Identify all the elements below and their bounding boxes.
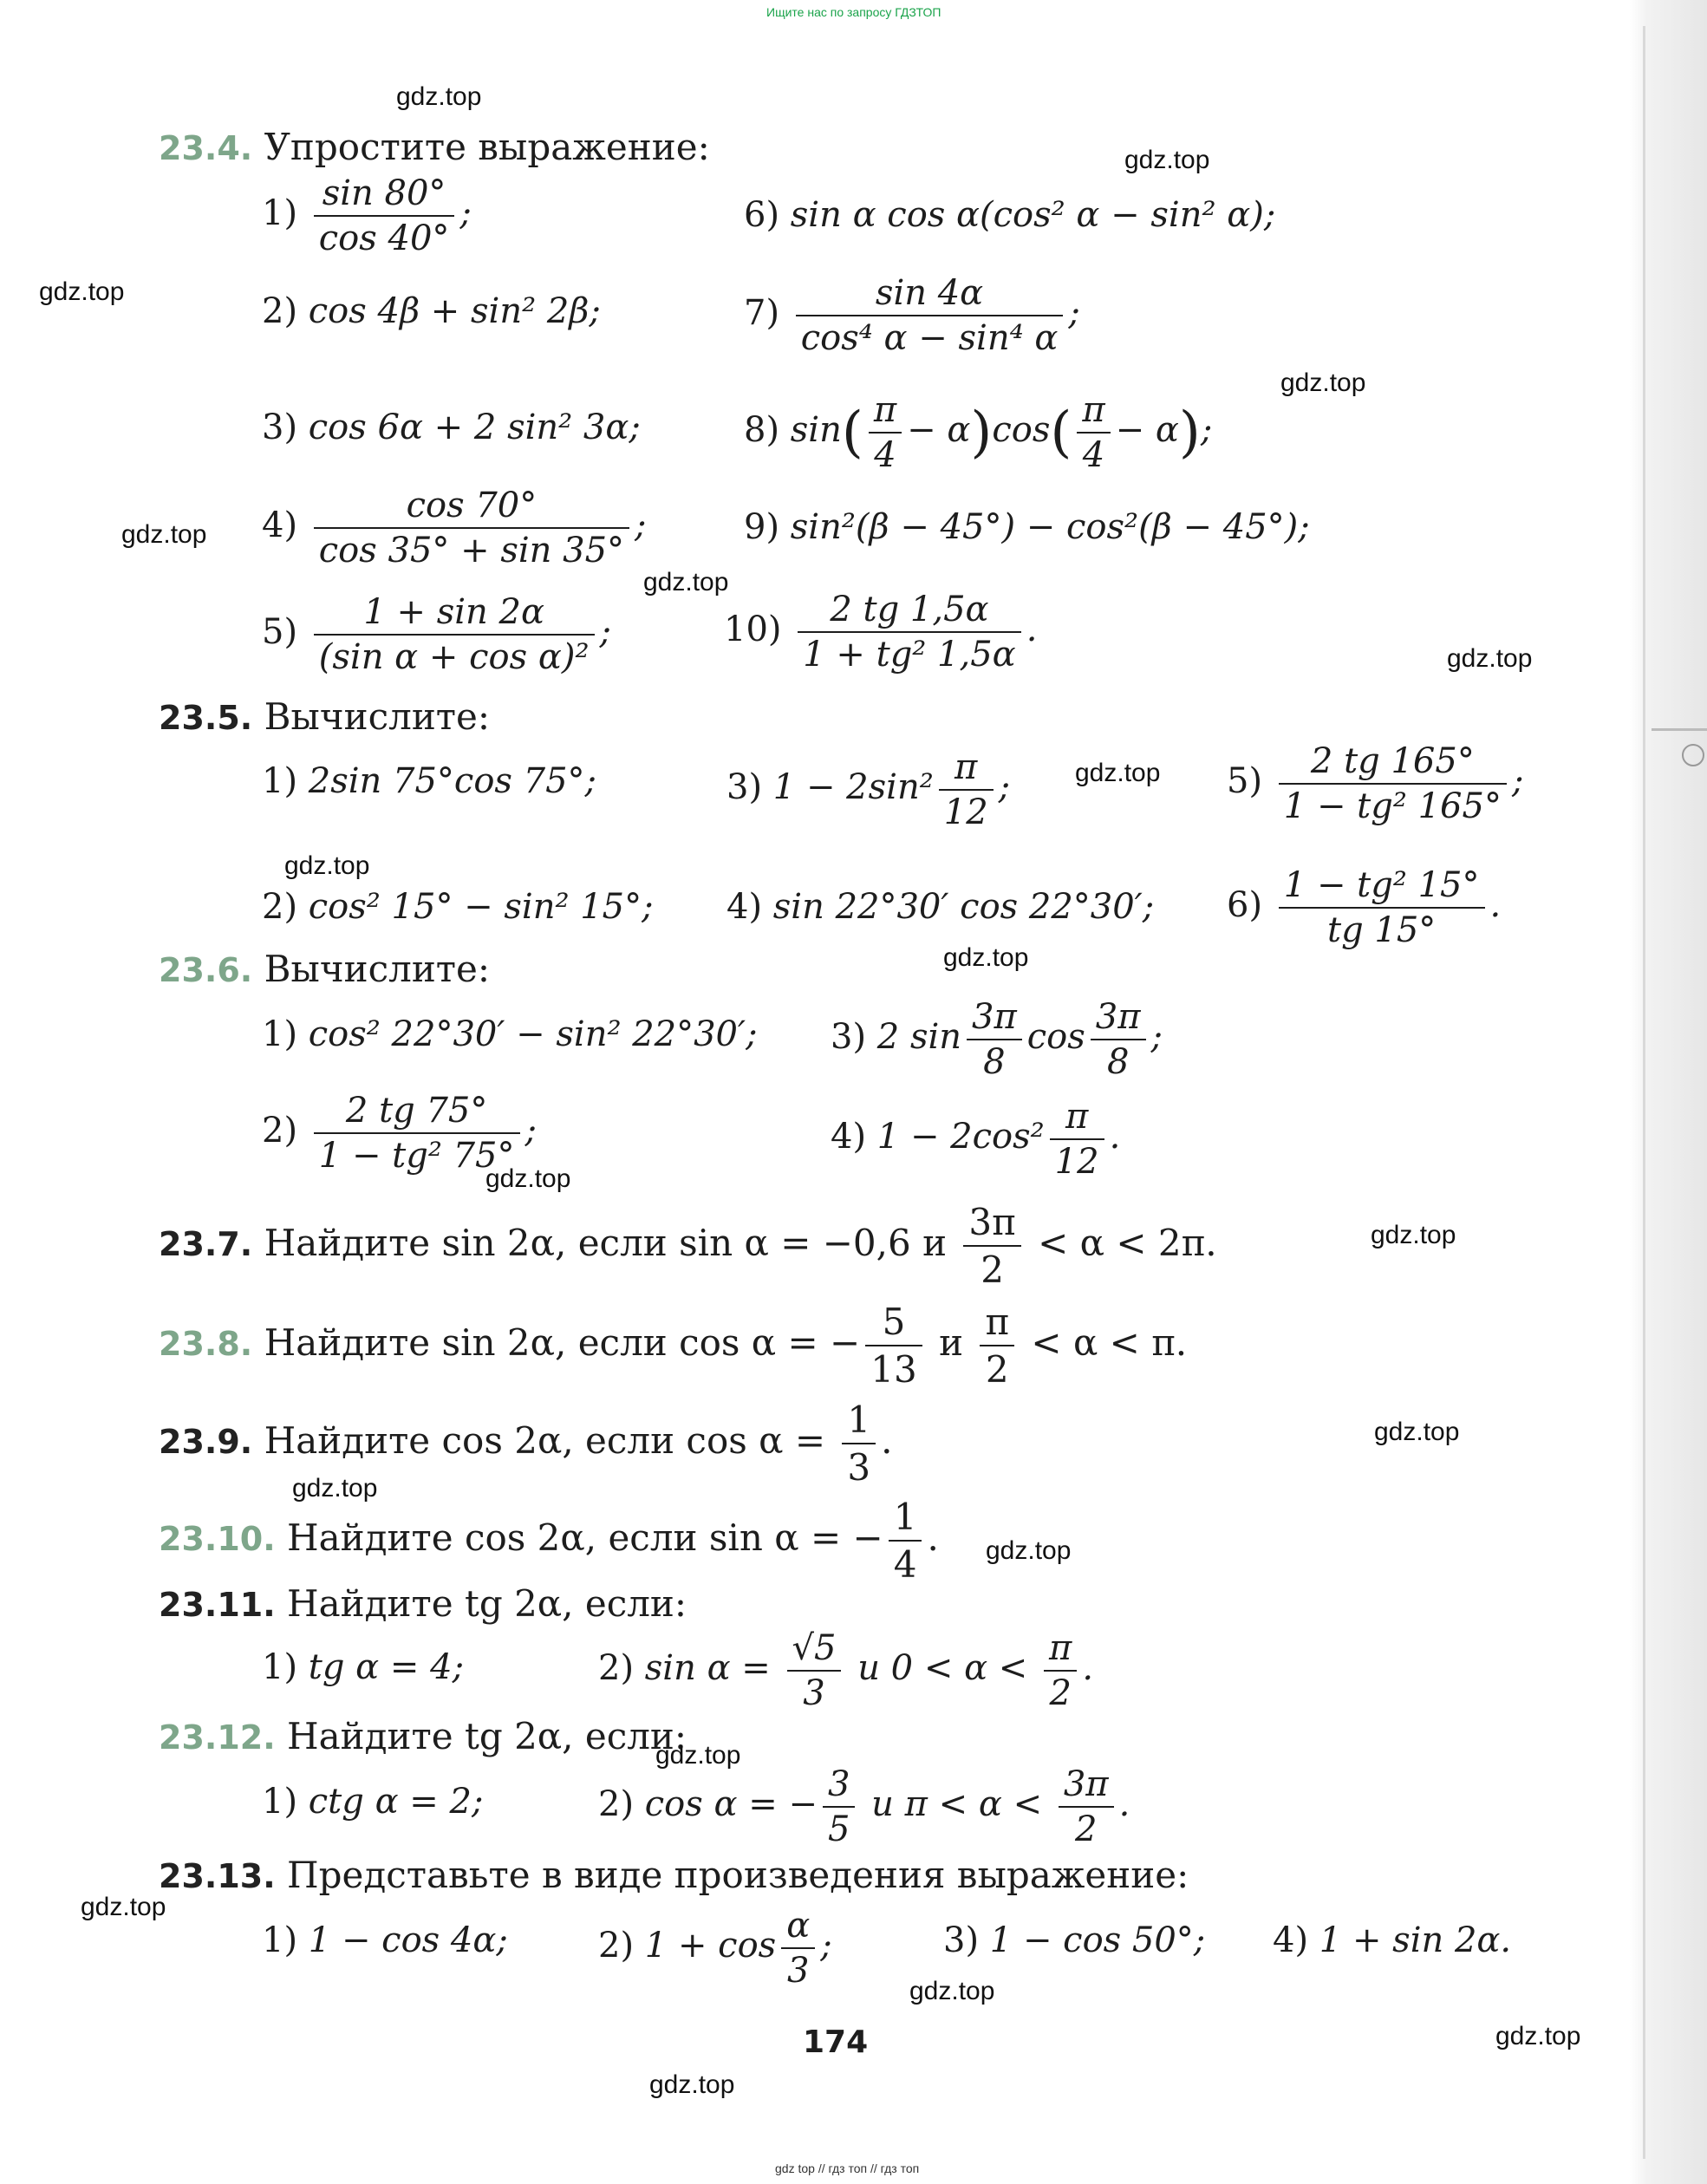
problem-23-12-header: 23.12. Найдите tg 2α, если:	[159, 1715, 687, 1757]
watermark: gdz.top	[39, 277, 125, 306]
problem-23-6-item-4: 4) 1 − 2cos² $\frac{\pi}{12}$ .	[831, 1097, 1121, 1182]
page-spine-shadow	[1643, 26, 1645, 2159]
watermark: gdz.top	[292, 1474, 378, 1503]
problem-23-5-item-3: 3) 1 − 2sin² $\frac{\pi}{12}$ ;	[726, 747, 1011, 832]
problem-23-4-item-4: 4) $\frac{\cos 70^\circ}{\cos 35^\circ + \sin 35^\circ}$ ;	[262, 486, 647, 570]
watermark: gdz.top	[649, 2070, 735, 2099]
problem-23-5-item-1: 1) 2sin 75°cos 75°;	[262, 761, 597, 801]
problem-23-6-header: 23.6. Вычислите:	[159, 948, 491, 990]
watermark: gdz.top	[1447, 644, 1533, 673]
problem-23-4-item-1: 1) $\frac{\sin 80^\circ}{\cos 40^\circ}$ ;	[262, 173, 472, 258]
problem-23-4-item-9: 9) sin²(β − 45°) − cos²(β − 45°);	[744, 507, 1310, 547]
problem-23-6-item-3: 3) 2 sin $\frac{3\pi}{8}$ cos $\frac{3\pi}{8}$ ;	[831, 997, 1163, 1082]
problem-23-4-item-7: 7) $\frac{\sin 4\alpha}{\text{cos⁴ α − sin⁴ α}}$ ;	[744, 273, 1080, 358]
problem-23-12-item-2: 2) cos α = − $\frac{3}{5}$ и π < α < $\frac{3\pi}{2}$ .	[598, 1764, 1130, 1849]
problem-23-4-header	[159, 126, 710, 168]
problem-23-4-item-2: 2) cos 4β + sin² 2β;	[262, 291, 601, 331]
problem-23-5-header: 23.5. Вычислите:	[159, 695, 491, 738]
watermark: gdz.top	[81, 1893, 166, 1921]
top-search-note: Ищите нас по запросу ГДЗТОП	[766, 5, 941, 19]
problem-23-13-header: 23.13. Представьте в виде произведения выражение:	[159, 1854, 1189, 1896]
page-edge-circle	[1682, 744, 1704, 766]
watermark: gdz.top	[943, 943, 1029, 972]
watermark: gdz.top	[396, 82, 482, 111]
footer-note: gdz top // гдз топ // гдз топ	[775, 2161, 920, 2175]
watermark: gdz.top	[986, 1536, 1072, 1565]
problem-23-7: 23.7. Найдите sin 2α, если sin α = −0,6 и $\frac{3\pi}{2}$ < α < 2π.	[159, 1201, 1217, 1291]
problem-number: 23.4.	[159, 129, 253, 167]
problem-23-6-item-1: 1) cos² 22°30′ − sin² 22°30′;	[262, 1014, 758, 1054]
problem-23-11-header: 23.11. Найдите tg 2α, если:	[159, 1582, 687, 1625]
problem-23-4-item-3: 3) cos 6α + 2 sin² 3α;	[262, 407, 641, 447]
problem-23-5-item-6: 6) $\frac{\text{1 − tg² 15°}}{tg 15^\circ}$ .	[1227, 865, 1502, 950]
problem-23-4-item-5: 5) $\frac{1 + \sin 2\alpha}{\text{(sin α + cos α)²}}$ ;	[262, 592, 612, 677]
problem-23-11-item-2: 2) sin α = $\frac{√5}{3}$ и 0 < α < $\frac{\pi}{2}$ .	[598, 1628, 1094, 1713]
watermark: gdz.top	[121, 520, 207, 549]
problem-23-4-item-10: 10) $\frac{2 tg 1,5\alpha}{\text{1 + tg² 1,5α}}$ .	[724, 590, 1038, 675]
problem-23-4-item-6: 6) sin α cos α(cos² α − sin² α);	[744, 195, 1276, 235]
problem-23-6-item-2: 2) $\frac{2 tg 75^\circ}{\text{1 − tg² 75°}}$ ;	[262, 1091, 537, 1176]
problem-23-13-item-3: 3) 1 − cos 50°;	[943, 1920, 1206, 1960]
watermark: gdz.top	[1075, 759, 1161, 787]
problem-23-13-item-4: 4) 1 + sin 2α.	[1273, 1920, 1512, 1960]
watermark: gdz.top	[643, 568, 729, 597]
problem-23-4-item-8: 8) sin( $\frac{\pi}{4}$ − α)cos( $\frac{\pi}{4}$ − α);	[744, 390, 1213, 475]
watermark: gdz.top	[1371, 1221, 1456, 1249]
problem-23-8: 23.8. Найдите sin 2α, если cos α = − $\frac{5}{13}$ и $\frac{\pi}{2}$ < α < π.	[159, 1301, 1188, 1391]
problem-23-9: 23.9. Найдите cos 2α, если cos α = $\frac{1}{3}$ .	[159, 1398, 893, 1489]
problem-23-13-item-2: 2) 1 + cos $\frac{\alpha}{3}$ ;	[598, 1906, 832, 1991]
watermark: gdz.top	[284, 851, 370, 880]
problem-23-11-item-1: 1) tg α = 4;	[262, 1647, 465, 1687]
watermark: gdz.top	[1124, 146, 1210, 174]
watermark: gdz.top	[485, 1164, 571, 1193]
problem-23-5-item-2: 2) cos² 15° − sin² 15°;	[262, 887, 654, 927]
watermark: gdz.top	[1374, 1418, 1460, 1446]
watermark: gdz.top	[655, 1741, 741, 1770]
problem-23-5-item-4: 4) sin 22°30′ cos 22°30′;	[726, 887, 1155, 927]
watermark: gdz.top	[1280, 368, 1366, 397]
problem-23-12-item-1: 1) ctg α = 2;	[262, 1782, 484, 1822]
problem-23-5-item-5: 5) $\frac{2 tg 165^\circ}{\text{1 − tg² 165°}}$ ;	[1227, 741, 1524, 826]
page-edge-mark	[1652, 728, 1707, 731]
watermark: gdz.top	[1495, 2022, 1581, 2050]
problem-title: Упростите выражение:	[264, 126, 710, 168]
problem-23-10: 23.10. Найдите cos 2α, если sin α = − $\frac{1}{4}$ .	[159, 1496, 939, 1586]
page-number: 174	[803, 2024, 869, 2060]
problem-23-13-item-1: 1) 1 − cos 4α;	[262, 1920, 508, 1960]
watermark: gdz.top	[909, 1977, 995, 2005]
